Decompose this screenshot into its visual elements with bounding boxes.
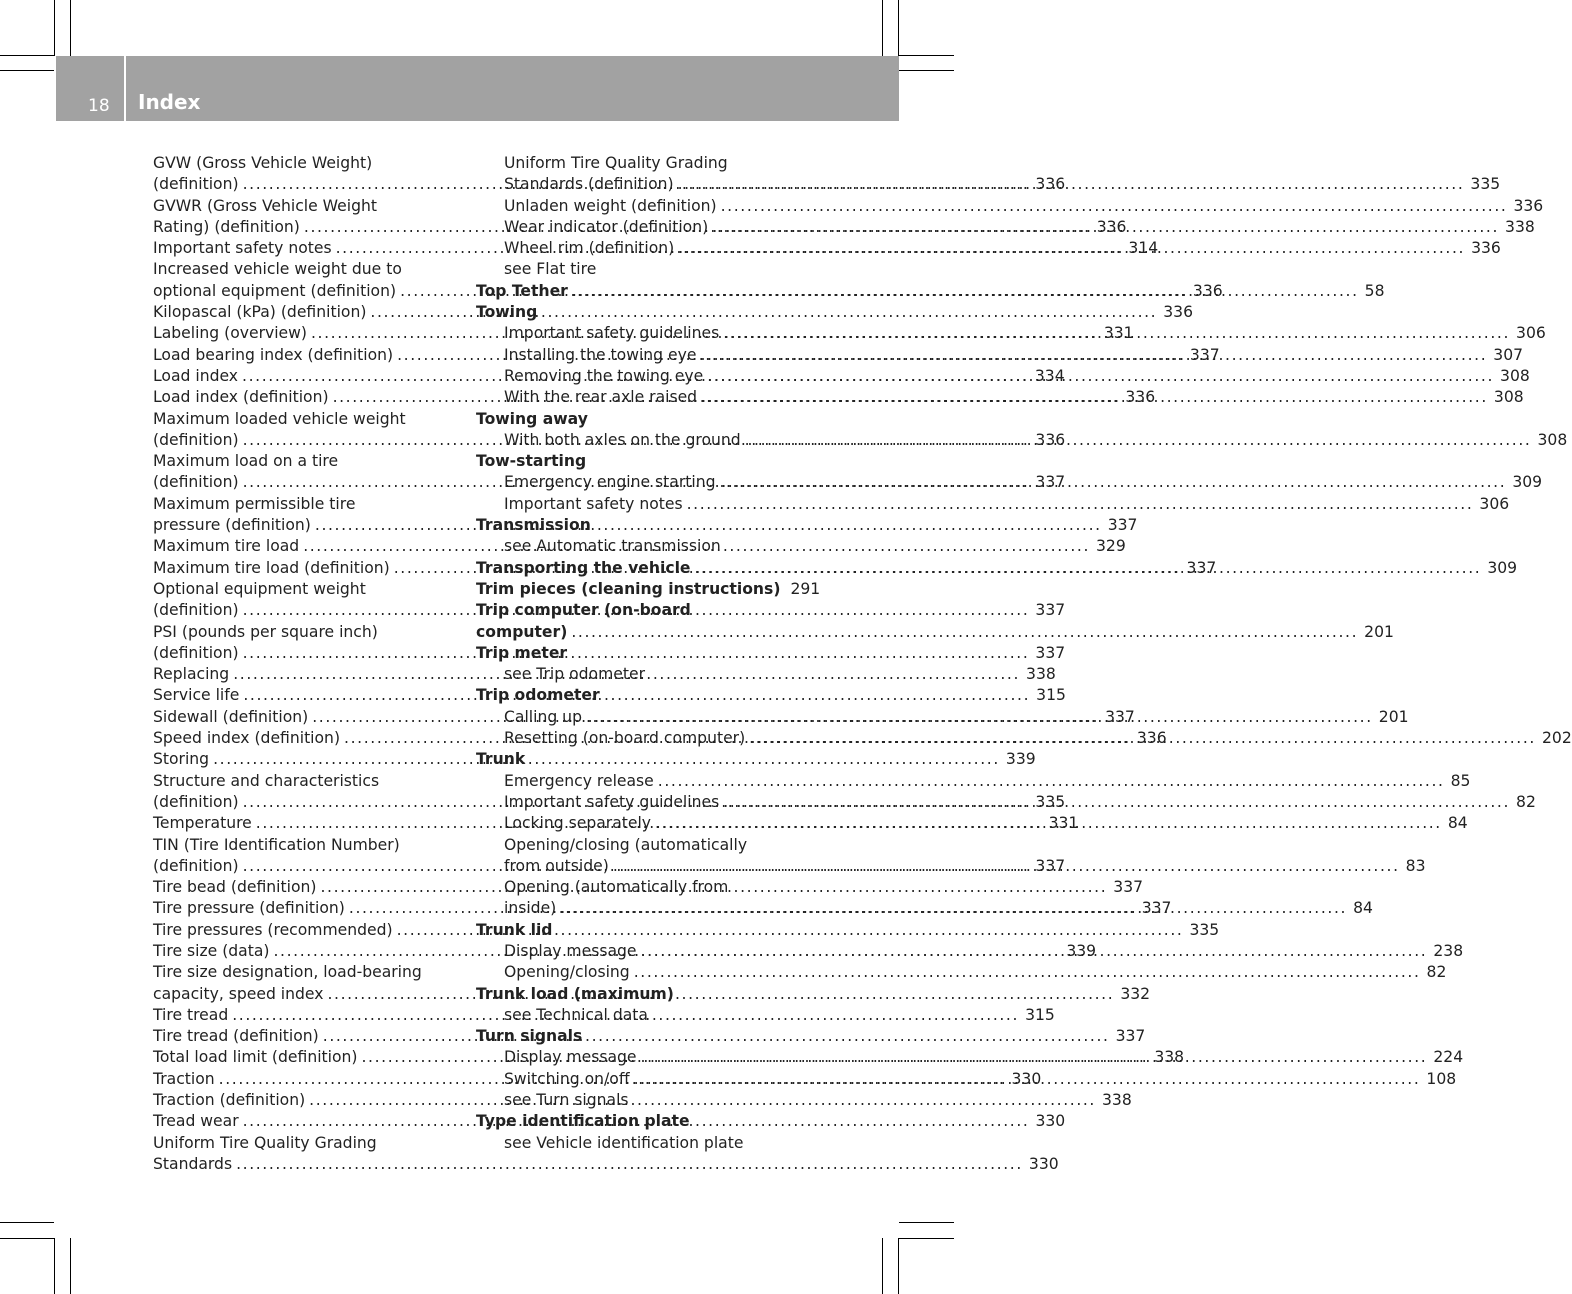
dot-leader <box>678 238 1465 259</box>
index-entry <box>153 494 455 515</box>
index-entry <box>476 451 805 472</box>
index-entry-text: (definition) <box>153 473 239 492</box>
index-entry-page: 336 <box>1035 175 1066 194</box>
index-entry-text: Temperature <box>153 814 252 833</box>
index-entry-page: 202 <box>1541 729 1572 748</box>
index-entry-page: 330 <box>1028 1154 1059 1173</box>
index-entry-text: PSI (pounds per square inch) <box>153 622 378 641</box>
index-entry-page: 308 <box>1493 388 1524 407</box>
page-title: Index <box>138 90 201 114</box>
index-entry-text: Total load limit (definition) <box>153 1048 358 1067</box>
index-entry <box>153 451 455 472</box>
index-entry-text: Removing the towing eye <box>504 366 704 385</box>
index-entry-text: Tire pressures (recommended) <box>153 920 393 939</box>
dot-leader <box>586 707 1373 728</box>
index-entry-text: Traction (definition) <box>153 1091 306 1110</box>
index-entry <box>153 196 455 217</box>
index-entry-text: Important safety notes <box>153 239 332 258</box>
index-entry-text: pressure (definition) <box>153 516 311 535</box>
index-entry-page: 83 <box>1405 856 1426 875</box>
index-entry <box>153 771 455 792</box>
index-entry-text: Type identification plate <box>476 1112 690 1131</box>
index-entry <box>476 920 805 941</box>
index-entry-text: Traction <box>153 1069 215 1088</box>
index-entry-text: Rating) (definition) <box>153 217 300 236</box>
index-entry <box>476 259 805 280</box>
dot-leader <box>658 771 1445 792</box>
index-entry-page: 338 <box>1154 1048 1185 1067</box>
index-entry-text: (definition) <box>153 430 239 449</box>
index-entry <box>476 622 1394 643</box>
page-number: 18 <box>88 96 110 116</box>
index-entry-page: 336 <box>1096 217 1127 236</box>
index-entry-page: 338 <box>1026 665 1056 684</box>
dot-leader <box>700 345 1487 366</box>
index-entry <box>476 1111 805 1132</box>
dot-leader <box>712 217 1499 238</box>
dot-leader <box>655 813 1442 834</box>
index-entry-text: Unladen weight (definition) <box>504 196 717 215</box>
index-entry-page: 335 <box>1035 792 1066 811</box>
index-entry-text: GVWR (Gross Vehicle Weight <box>153 196 377 215</box>
index-entry-text: Trip meter <box>476 643 568 662</box>
index-entry-text: Increased vehicle weight due to <box>153 260 402 279</box>
dot-leader <box>634 962 1421 983</box>
index-entry-text: (definition) <box>153 601 239 620</box>
crop-mark <box>70 1238 71 1294</box>
index-entry-text: see Flat tire <box>504 260 597 279</box>
index-entry-text: Transmission <box>476 516 591 535</box>
index-entry <box>153 409 455 430</box>
dot-leader <box>719 472 1506 493</box>
index-entry-text: Installing the towing eye <box>504 345 697 364</box>
index-entry-text: Maximum tire load <box>153 537 300 556</box>
index-entry-text: Display message <box>504 941 637 960</box>
dot-leader <box>678 174 1465 195</box>
index-entry <box>476 409 805 430</box>
index-entry-page: 337 <box>1105 707 1135 726</box>
index-entry-text: Storing <box>153 750 210 769</box>
index-entry-page: 337 <box>1035 643 1066 662</box>
dot-leader <box>707 366 1494 387</box>
index-entry-text: Structure and characteristics <box>153 771 380 790</box>
crop-mark <box>70 0 71 56</box>
index-entry-page: 337 <box>1186 558 1217 577</box>
index-entry-text: (definition) <box>153 792 239 811</box>
dot-leader <box>641 941 1428 962</box>
index-entry-page: 336 <box>1035 430 1066 449</box>
index-entry-text: inside) <box>504 899 557 918</box>
index-entry-text: Towing <box>476 303 538 322</box>
index-entry-page: 58 <box>1364 281 1385 300</box>
dot-leader <box>572 281 1359 302</box>
index-entry-page: 336 <box>1471 239 1501 258</box>
index-entry-page: 224 <box>1433 1048 1464 1067</box>
index-entry-text: see Vehicle identification plate <box>504 1133 744 1152</box>
index-entry-text: Calling up <box>504 707 582 726</box>
index-entry-page: 330 <box>1011 1069 1042 1088</box>
index-entry-text: Speed index (definition) <box>153 729 341 748</box>
index-entry <box>476 877 805 898</box>
index-entry <box>476 600 805 621</box>
index-entry-page: 331 <box>1103 324 1134 343</box>
index-entry-text: Trunk load (maximum) <box>476 984 674 1003</box>
index-entry-page: 331 <box>1048 814 1079 833</box>
index-entry-text: Top Tether <box>476 281 568 300</box>
index-entry <box>153 579 455 600</box>
index-entry-text: Tire tread (definition) <box>153 1027 319 1046</box>
index-entry-page: 337 <box>1115 1027 1146 1046</box>
index-entry-text: Load index <box>153 366 239 385</box>
index-entry-text: Resetting (on-board computer) <box>504 729 746 748</box>
index-entry-text: Switching on/off <box>504 1069 630 1088</box>
crop-mark <box>0 70 54 71</box>
dot-leader <box>721 196 1508 217</box>
index-entry-page: 339 <box>1005 750 1036 769</box>
index-entry-page: 337 <box>1035 601 1066 620</box>
index-entry-page: 337 <box>1141 899 1172 918</box>
index-entry-text: Maximum tire load (definition) <box>153 558 390 577</box>
index-entry-page: 85 <box>1450 771 1471 790</box>
index-entry-page: 336 <box>1136 729 1167 748</box>
index-entry-text: Load bearing index (definition) <box>153 345 394 364</box>
index-entry-page: 336 <box>1513 196 1544 215</box>
index-entry <box>153 259 455 280</box>
index-entry-page: 336 <box>1192 281 1223 300</box>
index-entry-page: 335 <box>1470 175 1501 194</box>
dot-leader <box>634 1069 1421 1090</box>
index-entry-text: Maximum loaded vehicle weight <box>153 409 406 428</box>
dot-leader <box>560 898 1347 919</box>
index-entry <box>476 1005 805 1026</box>
index-entry-text: Emergency release <box>504 771 654 790</box>
header-divider <box>124 56 126 121</box>
index-entry-page: 84 <box>1353 899 1373 918</box>
index-entry <box>476 196 1544 217</box>
index-entry-text: Service life <box>153 686 240 705</box>
index-entry-text: Tire bead (definition) <box>153 878 317 897</box>
index-entry-text: Optional equipment weight <box>153 579 366 598</box>
index-entry-text: TIN (Tire Identification Number) <box>153 835 400 854</box>
index-entry <box>476 984 805 1005</box>
index-entry-text: Tire size designation, load-bearing <box>153 963 422 982</box>
index-entry-text: see Automatic transmission <box>504 537 721 556</box>
index-entry-text: (definition) <box>153 175 239 194</box>
dot-leader <box>571 622 1358 643</box>
index-entry-page: 337 <box>1035 473 1066 492</box>
index-entry <box>153 1133 455 1154</box>
index-entry <box>476 1090 805 1111</box>
index-entry <box>476 302 805 323</box>
index-entry-text: Important safety guidelines <box>504 324 720 343</box>
index-entry-page: 338 <box>1102 1091 1132 1110</box>
index-entry-text: Standards <box>153 1154 233 1173</box>
crop-mark <box>0 55 54 56</box>
index-entry-page: 329 <box>1096 537 1126 556</box>
index-entry <box>476 771 1471 792</box>
index-entry <box>153 153 455 174</box>
index-entry-page: 309 <box>1512 473 1543 492</box>
index-entry-text: Trunk <box>476 750 526 769</box>
index-entry-page: 337 <box>1107 516 1138 535</box>
crop-mark <box>54 1238 55 1294</box>
crop-mark <box>899 55 954 56</box>
index-entry-page: 307 <box>1493 345 1524 364</box>
index-entry <box>153 962 455 983</box>
index-entry <box>153 1154 1059 1175</box>
index-entry-text: With the rear axle raised <box>504 388 698 407</box>
index-entry-page: 332 <box>1120 984 1151 1003</box>
page-header <box>56 56 899 121</box>
index-entry-text: Wheel rim (definition) <box>504 239 675 258</box>
index-entry <box>476 536 805 557</box>
index-entry-text: With both axles on the ground <box>504 430 741 449</box>
index-entry-page: 308 <box>1537 430 1568 449</box>
index-entry-page: 336 <box>1125 388 1156 407</box>
index-entry-text: Kilopascal (kPa) (definition) <box>153 303 367 322</box>
index-entry-page: 330 <box>1035 1112 1066 1131</box>
index-entry-text: Display message <box>504 1048 637 1067</box>
index-entry-text: Tire pressure (definition) <box>153 899 345 918</box>
crop-mark <box>882 0 883 56</box>
dot-leader <box>641 1047 1428 1068</box>
index-entry-text: Labeling (overview) <box>153 324 307 343</box>
index-entry-text: Opening (automatically from <box>504 878 729 897</box>
index-entry-text: computer) <box>476 622 568 641</box>
index-entry-page: 201 <box>1378 707 1409 726</box>
index-entry-text: Important safety notes <box>504 494 683 513</box>
index-entry-page: 336 <box>1163 303 1194 322</box>
index-entry-page: 337 <box>1113 878 1144 897</box>
dot-leader <box>695 558 1482 579</box>
index-entry-text: Important safety guidelines <box>504 792 720 811</box>
crop-mark <box>899 1222 954 1223</box>
index-entry-text: Trim pieces (cleaning instructions) <box>476 579 781 598</box>
index-entry-page: 306 <box>1516 324 1546 343</box>
dot-leader <box>749 728 1536 749</box>
index-entry <box>476 1026 805 1047</box>
index-entry-page: 309 <box>1487 558 1518 577</box>
index-entry-page: 84 <box>1447 814 1468 833</box>
crop-mark <box>54 0 55 56</box>
index-entry-text: Transporting the vehicle <box>476 558 691 577</box>
index-entry <box>153 835 455 856</box>
index-entry-page: 108 <box>1426 1069 1457 1088</box>
index-entry-page: 82 <box>1516 792 1536 811</box>
index-entry-text: Wear indicator (definition) <box>504 217 709 236</box>
index-entry-text: Tire tread <box>153 1005 229 1024</box>
index-entry <box>153 622 455 643</box>
index-entry-text: Replacing <box>153 665 230 684</box>
index-entry-text: Tow-starting <box>476 452 587 471</box>
index-entry-page: 314 <box>1128 239 1159 258</box>
crop-mark <box>882 1238 883 1294</box>
index-entry-page: 238 <box>1433 941 1464 960</box>
index-entry-text: (definition) <box>153 643 239 662</box>
index-entry-page: 201 <box>1364 622 1394 641</box>
index-entry-text: Emergency engine starting <box>504 473 716 492</box>
index-entry-page: 315 <box>1025 1005 1055 1024</box>
index-entry-text: Uniform Tire Quality Grading <box>153 1133 377 1152</box>
index-entry <box>476 1133 805 1154</box>
index-entry-text: see Trip odometer <box>504 665 645 684</box>
index-entry-page: 337 <box>1035 856 1066 875</box>
crop-mark <box>899 1238 954 1239</box>
index-entry <box>476 664 805 685</box>
index-entry-page: 334 <box>1034 366 1065 385</box>
index-entry-text: see Technical data <box>504 1005 648 1024</box>
index-entry-text: (definition) <box>153 856 239 875</box>
index-entry <box>476 643 805 664</box>
index-entry-page: 339 <box>1066 941 1097 960</box>
index-entry-text: optional equipment (definition) <box>153 281 397 300</box>
index-entry-text: Opening/closing <box>504 963 630 982</box>
dot-leader <box>723 792 1510 813</box>
index-entry-text: Turn signals <box>476 1027 583 1046</box>
index-entry-page: 308 <box>1500 366 1530 385</box>
index-entry <box>476 153 805 174</box>
index-entry-text: Uniform Tire Quality Grading <box>504 154 728 172</box>
index-entry-text: Opening/closing (automatically <box>504 835 748 854</box>
index-entry-text: Tire size (data) <box>153 941 270 960</box>
index-entry-page: 82 <box>1426 963 1447 982</box>
index-entry-page: 306 <box>1479 494 1510 513</box>
crop-mark <box>0 1238 54 1239</box>
dot-leader <box>745 430 1532 451</box>
dot-leader <box>613 856 1400 877</box>
index-entry-text: Maximum permissible tire <box>153 494 356 513</box>
dot-leader <box>687 494 1474 515</box>
index-entry <box>476 835 805 856</box>
index-entry <box>476 685 805 706</box>
index-entry-text: Load index (definition) <box>153 388 329 407</box>
index-entry-text: from outside) <box>504 856 609 875</box>
index-entry-text: Maximum load on a tire <box>153 452 339 471</box>
index-entry-text: capacity, speed index <box>153 984 324 1003</box>
index-entry <box>476 579 821 600</box>
index-entry-page: 335 <box>1189 920 1220 939</box>
dot-leader <box>236 1154 1023 1175</box>
index-entry-page: 338 <box>1505 217 1535 236</box>
index-entry <box>476 515 805 536</box>
index-entry-text: Trunk lid <box>476 920 553 939</box>
index-entry-text: Towing away <box>476 409 588 428</box>
index-entry-page: 315 <box>1036 686 1066 705</box>
index-entry-text: Locking separately <box>504 814 652 833</box>
index-entry-text: GVW (Gross Vehicle Weight) <box>153 154 373 172</box>
crop-mark <box>898 0 899 56</box>
dot-leader <box>723 323 1510 344</box>
index-entry-text: Standards (definition) <box>504 175 674 194</box>
index-entry-text: Sidewall (definition) <box>153 707 309 726</box>
index-entry <box>476 494 1510 515</box>
index-entry-text: Trip computer (on-board <box>476 601 691 620</box>
index-entry <box>476 749 805 770</box>
index-entry-text: Tread wear <box>153 1112 239 1131</box>
dot-leader <box>701 387 1488 408</box>
index-entry-text: Trip odometer <box>476 686 600 705</box>
crop-mark <box>898 1238 899 1294</box>
crop-mark <box>0 1222 54 1223</box>
crop-mark <box>899 70 954 71</box>
index-entry-page: 337 <box>1189 345 1220 364</box>
index-entry-page: 291 <box>790 579 821 598</box>
index-entry-text: see Turn signals <box>504 1091 629 1110</box>
index-entry <box>476 962 1447 983</box>
